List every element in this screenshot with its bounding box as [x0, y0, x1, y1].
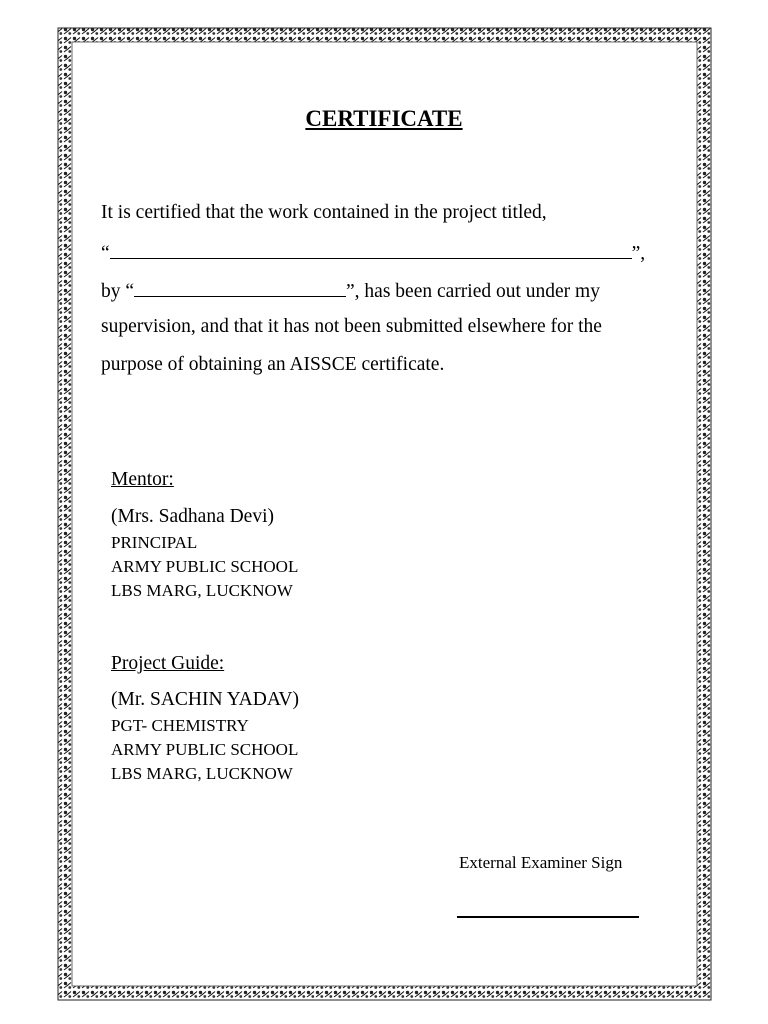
mentor-heading: Mentor:	[111, 469, 174, 490]
guide-address: LBS MARG, LUCKNOW	[111, 764, 293, 783]
certificate-title: CERTIFICATE	[305, 106, 463, 131]
mentor-address: LBS MARG, LUCKNOW	[111, 581, 293, 600]
certificate-text-line-4: supervision, and that it has not been submitted elsewhere for the	[101, 316, 602, 337]
signature-line	[457, 916, 639, 918]
mentor-name: (Mrs. Sadhana Devi)	[111, 506, 274, 527]
certificate-text-line-5: purpose of obtaining an AISSCE certificate.	[101, 354, 445, 375]
certificate-text-line-3	[101, 278, 600, 303]
guide-school: ARMY PUBLIC SCHOOL	[111, 740, 299, 759]
guide-designation: PGT- CHEMISTRY	[111, 716, 249, 735]
guide-heading: Project Guide:	[111, 653, 225, 674]
close-quote: ”,	[631, 243, 646, 264]
project-title-blank	[110, 240, 632, 259]
open-quote: “	[101, 243, 110, 264]
certificate-text-line-2	[101, 240, 645, 265]
mentor-designation: PRINCIPAL	[111, 533, 198, 552]
line-3-end: ”, has been carried out under my	[346, 281, 600, 302]
external-examiner-label: External Examiner Sign	[459, 853, 623, 872]
guide-name: (Mr. SACHIN YADAV)	[111, 689, 299, 710]
student-name-blank	[134, 278, 346, 297]
certificate-text-line-1: It is certified that the work contained in the project titled,	[101, 202, 547, 223]
mentor-school: ARMY PUBLIC SCHOOL	[111, 557, 299, 576]
line-3-start: by “	[101, 281, 135, 302]
